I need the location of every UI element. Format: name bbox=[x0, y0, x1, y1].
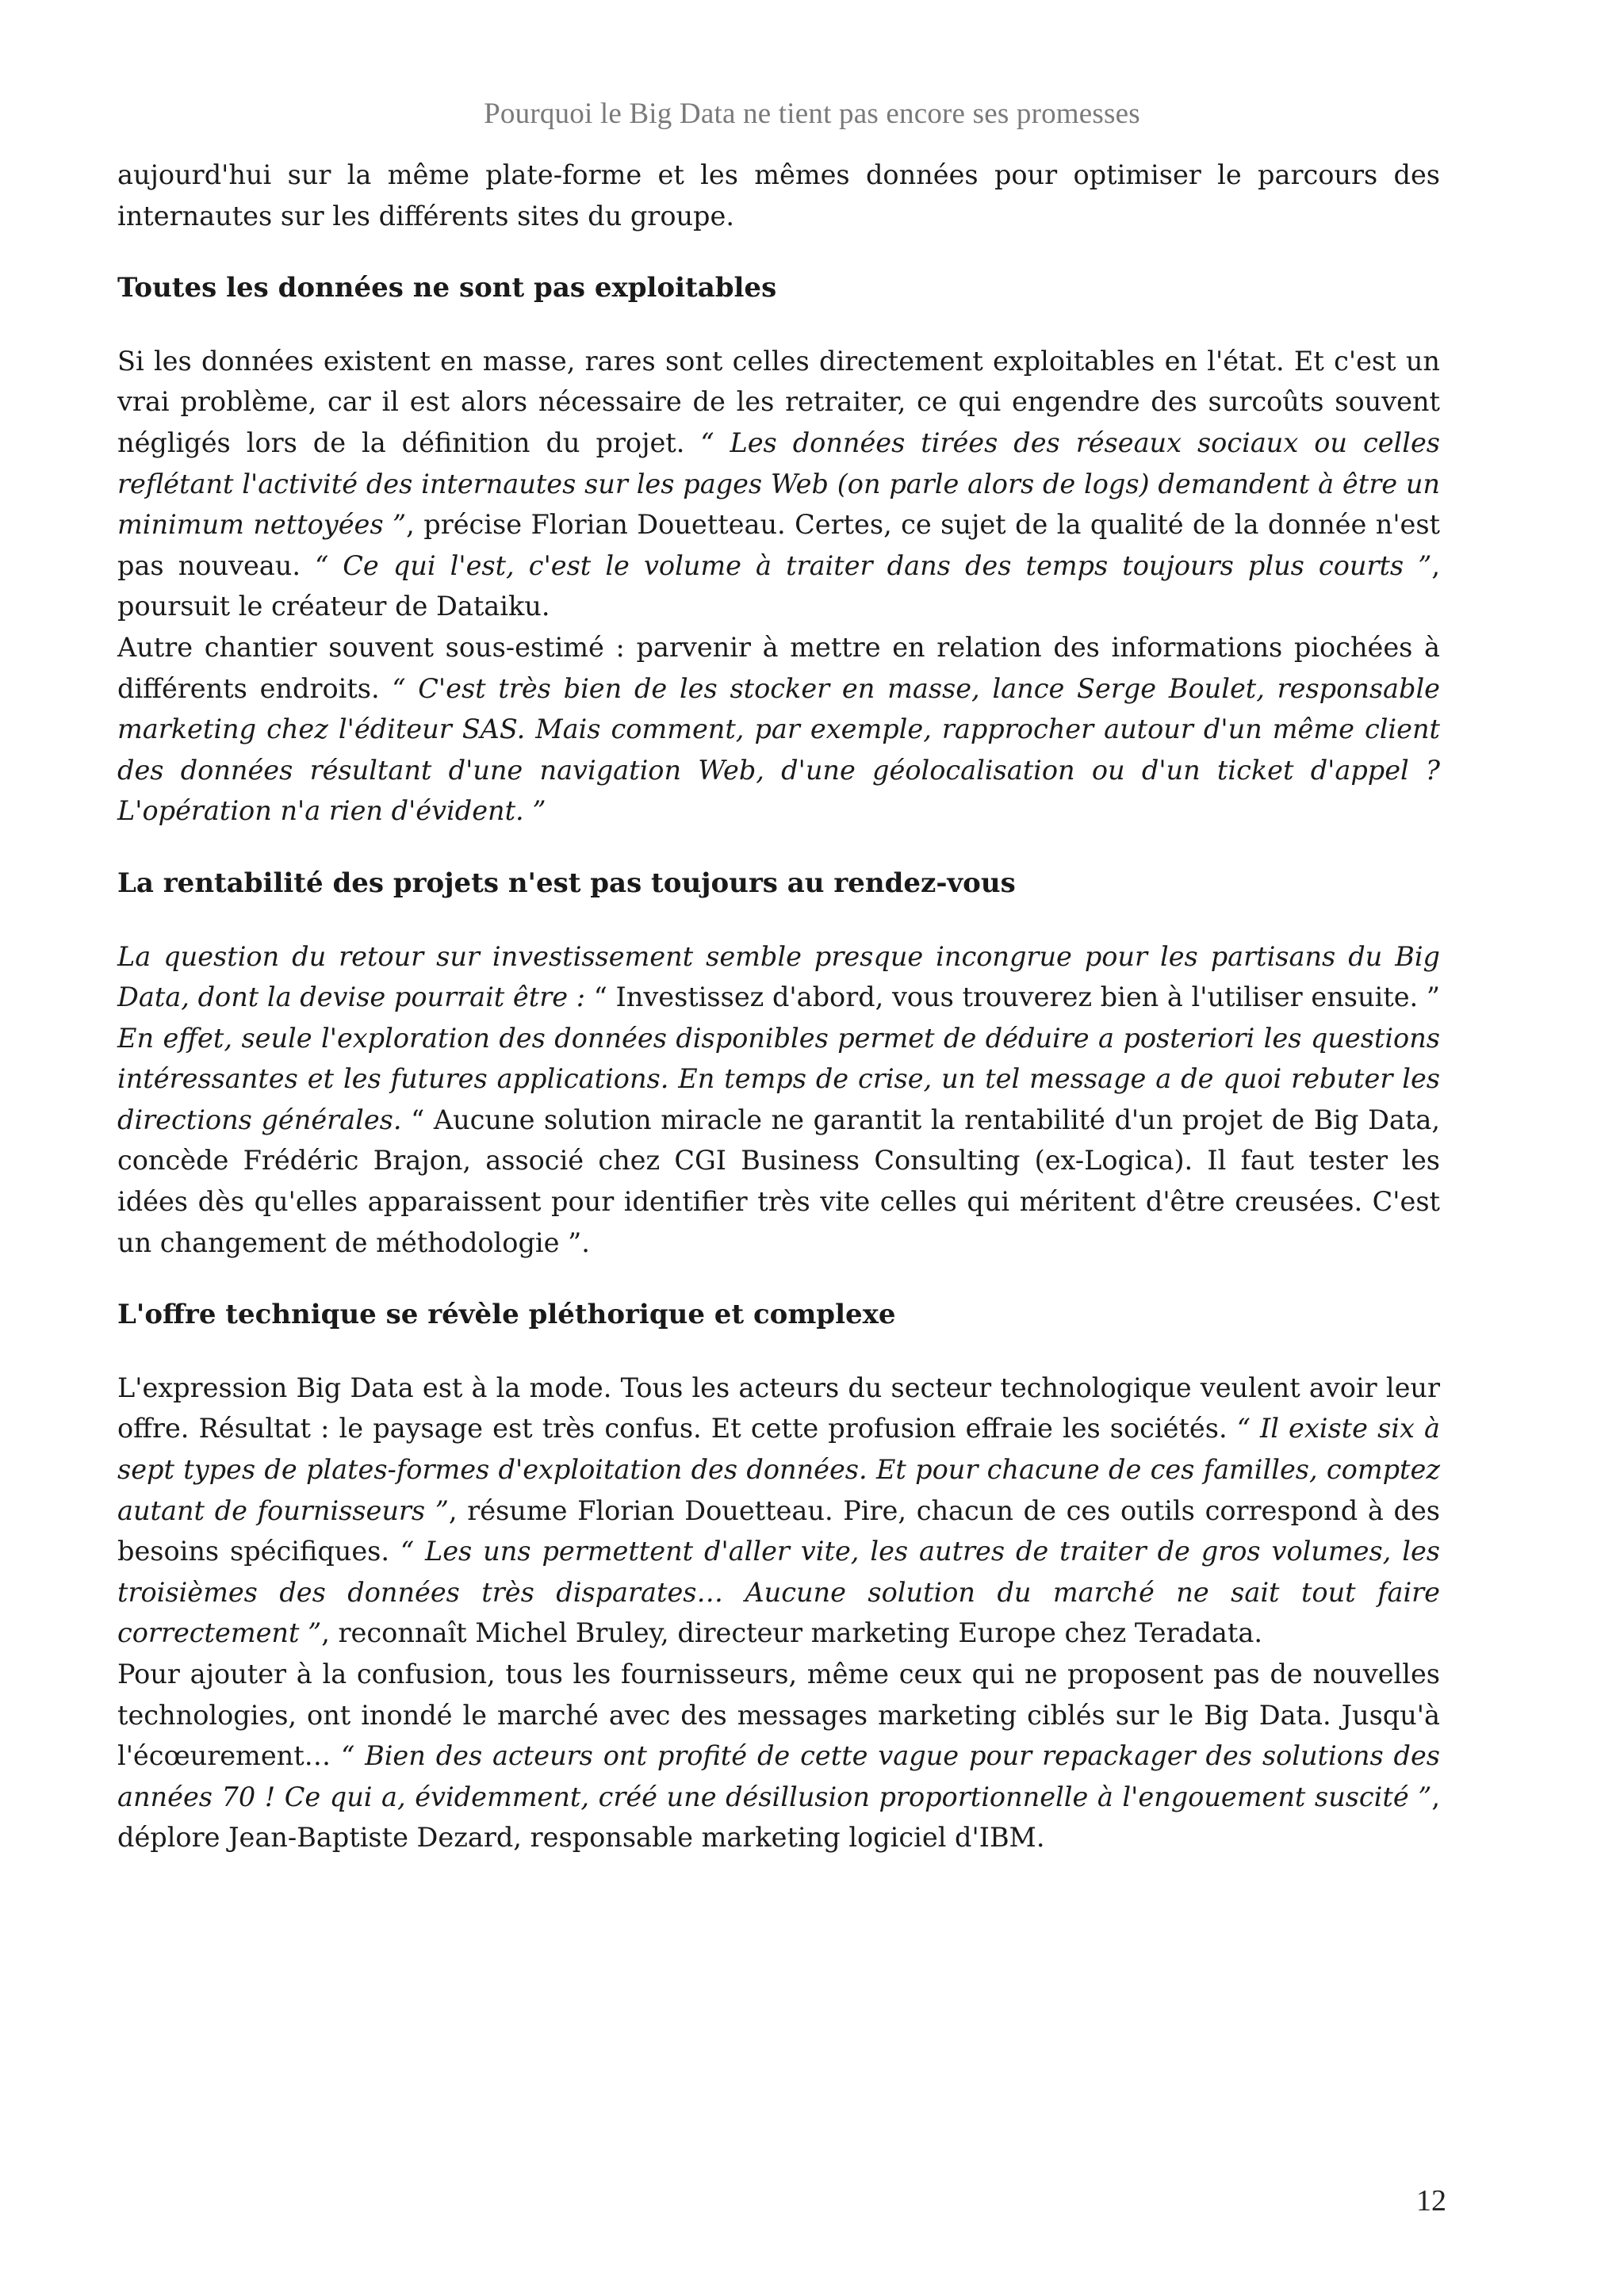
page-number: 12 bbox=[1416, 2184, 1446, 2218]
text-run: Autre chantier souvent sous-estimé : parvenir à mettre en relation des informations piochées à différents endroits. bbox=[117, 631, 1440, 704]
quote-devise: “ Investissez d'abord, vous trouverez bien à l'utiliser ensuite. ” bbox=[593, 982, 1440, 1013]
text-run: , reconnaît Michel Bruley, directeur marketing Europe chez Teradata. bbox=[321, 1617, 1262, 1649]
text-run: , poursuit le créateur de Dataiku. bbox=[117, 549, 1440, 622]
text-run: Pour ajouter à la confusion, tous les fournisseurs, même ceux qui ne proposent pas de nouvelles technologies, ont inondé le marché avec des messages marketing ciblés sur le Big Data. Jusqu'à l'écœurement… bbox=[117, 1659, 1440, 1772]
quote-douetteau-nettoyage: “ Les données tirées des réseaux sociaux ou celles reflétant l'activité des internautes sur les pages Web (on parle alors de logs) demandent à être un minimum nettoyées ” bbox=[117, 427, 1440, 541]
quote-dezard-ibm: “ Bien des acteurs ont profité de cette vague pour repackager des solutions des années 70 ! Ce qui a, évidemment, créé une désillusion proportionnelle à l'engouement suscité ” bbox=[117, 1740, 1441, 1812]
text-run: , déplore Jean-Baptiste Dezard, responsable marketing logiciel d'IBM. bbox=[117, 1781, 1440, 1854]
paragraph-confusion-fournisseurs bbox=[117, 1654, 1440, 1858]
section-heading-offre-technique: L'offre technique se révèle pléthorique et complexe bbox=[117, 1299, 896, 1331]
paragraph-mise-en-relation bbox=[117, 627, 1440, 832]
text-run: L'expression Big Data est à la mode. Tous les acteurs du secteur technologique veulent avoir leur offre. Résultat : le paysage est très confus. Et cette profusion effraie les sociétés. bbox=[117, 1372, 1440, 1445]
text-run-italic: En effet, seule l'exploration des données disponibles permet de déduire a posteriori les questions intéressantes et les futures applications. En temps de crise, un tel message a de quoi rebuter les directions générales. bbox=[117, 1022, 1440, 1135]
quote-douetteau-volume: “ Ce qui l'est, c'est le volume à traiter dans des temps toujours plus courts ” bbox=[315, 549, 1432, 581]
running-header: Pourquoi le Big Data ne tient pas encore ses promesses bbox=[484, 98, 1140, 130]
quote-douetteau-plates-formes: “ Il existe six à sept types de plates-formes d'exploitation des données. Et pour chacune de ces familles, comptez autant de fournisseurs ” bbox=[117, 1413, 1440, 1526]
text-run: , résume Florian Douetteau. Pire, chacun de ces outils correspond à des besoins spécifiques. bbox=[117, 1494, 1440, 1567]
paragraph-rentabilite bbox=[117, 936, 1440, 1264]
text-run-italic: La question du retour sur investissement semble presque incongrue pour les partisans du Big Data, dont la devise pourrait être : bbox=[117, 940, 1440, 1013]
quote-bruley-teradata: “ Les uns permettent d'aller vite, les autres de traiter de gros volumes, les troisièmes des données très disparates… Aucune solution du marché ne sait tout faire correctement ” bbox=[117, 1536, 1440, 1649]
text-run: Si les données existent en masse, rares sont celles directement exploitables en l'état. Et c'est un vrai problème, car il est alors nécessaire de les retraiter, ce qui engendre des surcoûts souvent négligés lors de la définition du projet. bbox=[117, 345, 1440, 458]
paragraph-donnees-retraitement bbox=[117, 341, 1440, 627]
quote-brajon-cgi: “ Aucune solution miracle ne garantit la rentabilité d'un projet de Big Data, concède Frédéric Brajon, associé chez CGI Business Consulting (ex-Logica). Il faut tester les idées dès qu'elles apparaissent pour identifier très vite celles qui méritent d'être creusées. C'est un changement de méthodologie ”. bbox=[117, 1104, 1440, 1258]
document-body bbox=[117, 155, 1440, 1858]
intro-paragraph: aujourd'hui sur la même plate-forme et les mêmes données pour optimiser le parcours des internautes sur les différents sites du groupe. bbox=[117, 159, 1440, 232]
section-heading-donnees-exploitables: Toutes les données ne sont pas exploitables bbox=[117, 272, 777, 304]
text-run: , précise Florian Douetteau. Certes, ce sujet de la qualité de la donnée n'est pas nouveau. bbox=[117, 509, 1441, 581]
paragraph-offre-confuse bbox=[117, 1368, 1440, 1654]
quote-boulet-sas: “ C'est très bien de les stocker en masse, lance Serge Boulet, responsable marketing chez l'éditeur SAS. Mais comment, par exemple, rapprocher autour d'un même client des données résultant d'une navigation Web, d'une géolocalisation ou d'un ticket d'appel ? L'opération n'a rien d'évident. ” bbox=[117, 672, 1440, 827]
section-heading-rentabilite: La rentabilité des projets n'est pas toujours au rendez-vous bbox=[117, 867, 1016, 899]
